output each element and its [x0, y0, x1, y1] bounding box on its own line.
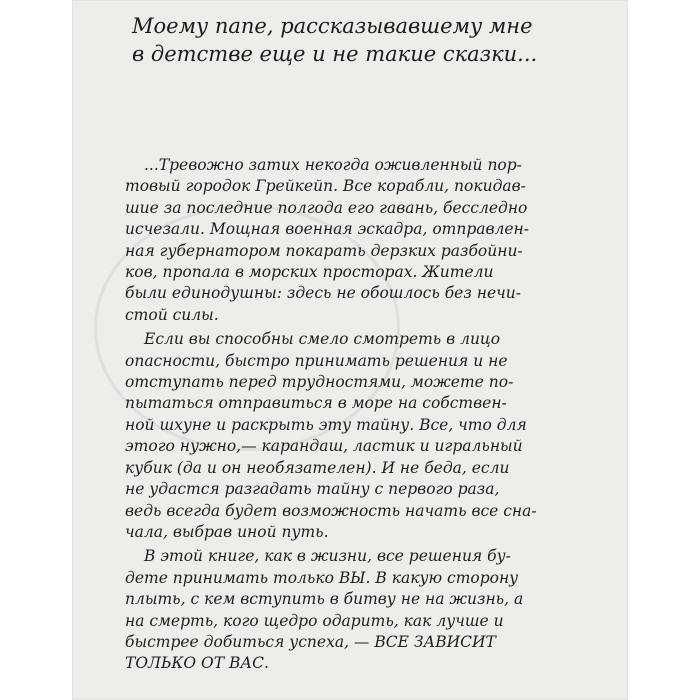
text-line: ...Тревожно затих некогда оживленный пор-	[144, 156, 522, 174]
text-line: ТОЛЬКО ОТ ВАС.	[125, 654, 269, 673]
text-line: ная губернатором покарать дерзких разбойни-	[125, 241, 523, 260]
text-line: отступать перед трудностями, можете по-	[125, 373, 514, 392]
text-line: кубик (да и он необязателен). И не беда, если	[125, 458, 510, 477]
text-line: ной шхуне и раскрыть эту тайну. Все, что для	[125, 415, 527, 434]
dedication	[132, 12, 602, 68]
book-page	[72, 0, 628, 700]
text-line: быстрее добиться успеха, — ВСЕ ЗАВИСИТ	[125, 632, 496, 651]
text-line: пытаться отправиться в море на собствен-	[125, 394, 507, 413]
body-text	[125, 155, 615, 678]
text-line: дете принимать только ВЫ. В какую сторону	[125, 568, 519, 587]
text-line: ведь всегда будет возможность начать все сна-	[125, 501, 537, 520]
paragraph-intro	[125, 155, 615, 326]
text-line: товый городок Грейкейп. Все корабли, покидав-	[125, 177, 526, 196]
text-line: этого нужно,— карандаш, ластик и игральный	[125, 437, 523, 456]
text-line: были единодушны: здесь не обошлось без нечи-	[125, 284, 521, 303]
text-line: плыть, с кем вступить в битву не на жизнь, а	[125, 590, 524, 609]
text-line: не удастся разгадать тайну с первого раза,	[125, 480, 500, 499]
paragraph-choices	[125, 546, 615, 674]
dedication-line: Моему папе, рассказывавшему мне	[132, 14, 533, 38]
dedication-line: в детстве еще и не такие сказки...	[132, 42, 538, 66]
paragraph-challenge	[125, 329, 615, 543]
text-line: чала, выбрав иной путь.	[125, 522, 329, 541]
text-line: Если вы способны смело смотреть в лицо	[144, 330, 501, 349]
text-line: стой силы.	[125, 305, 219, 324]
text-line: ков, пропала в морских просторах. Жители	[125, 263, 494, 282]
text-line: В этой книге, как в жизни, все решения бу-	[144, 547, 511, 566]
text-line: исчезали. Мощная военная эскадра, отправлен-	[125, 220, 529, 239]
text-line: опасности, быстро принимать решения и не	[125, 351, 508, 370]
text-line: шие за последние полгода его гавань, бесследно	[125, 198, 528, 217]
text-line: на смерть, кого щедро одарить, как лучше и	[125, 611, 504, 630]
